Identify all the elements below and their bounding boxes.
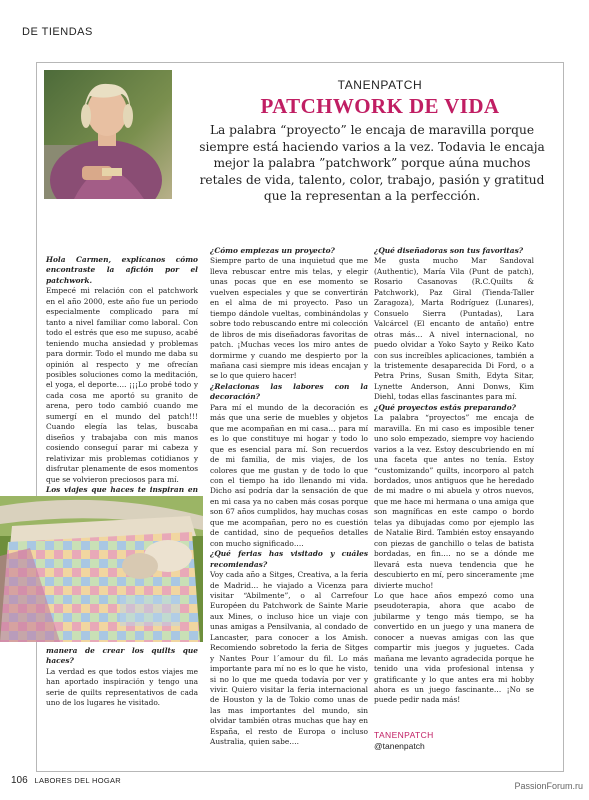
- column-1-continued: [46, 646, 198, 709]
- signature-name: TANENPATCH: [374, 730, 434, 740]
- question: ¿Qué proyectos estás preparando?: [374, 402, 516, 412]
- answer: Voy cada año a Sitges, Creativa, a la feria de Madrid… he viajado a Vicenza para visitar “Abilmente”, o al Carrefour Européen du Patchwork de Sainte Marie aux Mines, o incluso hice un viaje con unas amigas a Pensilvania, al condado de Lancaster, para conocer a los Amish. Recomiendo sobretodo la feria de Sitges y Nantes Pour l´amour du fil. Lo más importante para mí no es lo que he visto, si no lo que me queda todavía por ver y vivir. Quiero visitar la feria internacional de Houston y la de Tokio como unas de las mas importantes del mundo, sin olvidar también otras muchas que hay en España, el resto de Europa o incluso Australia, quien sabe….: [210, 570, 368, 747]
- quilt-photo: [0, 496, 203, 642]
- column-3: [374, 246, 534, 706]
- question: ¿Qué diseñadoras son tus favoritas?: [374, 246, 524, 255]
- answer: La verdad es que todos estos viajes me han aportado inspiración y tengo una serie de quilts representativos de cada uno de los lugares he visitado.: [46, 666, 198, 708]
- brand-name: TANENPATCH: [337, 78, 423, 92]
- answer: La palabra “proyectos” me encaja de maravilla. En mi caso es imposible tener uno solo empezado, siempre voy haciendo varios a la vez. Estoy descubriendo en mí una faceta que antes no tenía. Estoy “customizando” quilts, incorporo al patch bordados, unos antiguos que he heredado de mi madre o mi abuela y otros nuevos, que me hace mi hermana o una amiga que son magníficas en este campo o bordo telas ya dibujadas como por ejemplo las de Natalie Bird. También estoy ensayando con piezas de ganchillo o telas de batista bordadas, en fin…. no se a dónde me llevará esta nueva tendencia que he descubierto en mí, pero sinceramente ¡me divierte mucho!: [374, 413, 534, 590]
- question: ¿Qué ferias has visitado y cuáles recomiendas?: [210, 549, 368, 569]
- article-headline: PATCHWORK DE VIDA: [260, 94, 500, 118]
- answer: Siempre parto de una inquietud que me lleva rebuscar entre mis telas, y elegir unas pocas que en ese momento se vuelven especiales y que se convertirán en el alma de mi proyecto. Paso un tiempo dándole vueltas, combinándolas y sobre todo rebuscando entre mi colección de libros de mis diseñadoras favoritas de patch. ¡Muchas veces los miro antes de dormirme y cuando me despierto por la mañana casi siempre mis ideas encajan y se lo que quiero hacer!: [210, 256, 368, 381]
- question: ¿Relacionas las labores con la decoración?: [210, 381, 368, 402]
- answer: Lo que hace años empezó como una pseudoterapia, ahora que acabo de jubilarme y tengo más tiempo, se ha convertido en un juego y una manera de conocer a nuevas amigas con las que compartir mis juegos y juguetes. Cada mañana me levanto agradecida porque he tenido una vida profesional intensa y gratificante y lo que antes era mi hobby ahora es un juego fascinante… ¡No se puede pedir nada más!: [374, 590, 534, 705]
- answer: Para mí el mundo de la decoración es más que una serie de muebles y objetos que me acompañan en mi casa… para mí es lo que constituye mi hogar y todo lo que es esencial para mí. Son recuerdos de mi familia, de mis viajes, de los colores que me gustan y de todo lo que con el tiempo ha ido llenando mi vida. Dicho así podría dar la sensación de que en mi casa ya no caben más cosas porque son 67 años cumplidos, hay muchas cosas que me acompañan, pero no es cuestión de cantidad, sino de pequeños detalles con mucho significado….: [210, 402, 368, 548]
- answer: Empecé mi relación con el patchwork en el año 2000, este año fue un periodo especialmente complicado para mí tanto a nivel familiar como laboral. Con todo el estrés que eso me supuso, acabé teniendo mucha ansiedad y problemas para dormir. Todo el mundo me daba su opinión al respecto y me ofrecían posibles soluciones como la meditación, el yoga, el deporte…. ¡¡¡Lo probé todo y cada cosa me aportó su granito de arena, pero todo cambió cuando me sumergí en el mundo del patch!!! Cuando elegía las telas, buscaba diseños y trabajaba con mis manos cosiendo conseguí parar mi cabeza y relativizar mis problemas cotidianos y disfrutar plenamente de esos momentos que se volvieron preciosos para mí.: [46, 286, 198, 484]
- question: Los viajes que haces te inspiran en: [46, 484, 198, 494]
- signature-handle: @tanenpatch: [374, 741, 425, 751]
- answer: Me gusta mucho Mar Sandoval (Authentic), María Vila (Punt de patch), Rosario Casanovas (R.C.Quilts & Patchwork), Paz Giral (Tienda-Taller Zaragoza), Marta Rodríguez (Lunares), Consuelo Sierra (Puntadas), Lara Valcárcel (El encanto de antaño) entre otras más… A nivel internacional, no puedo olvidar a Yoko Sayto y Reiko Kato con sus increíbles aplicaciones, también a la tristemente desaparecida Di Ford, o a Petra Prins, Susan Smith, Edyta Sitar, Lynette Anderson, Anni Donws, Kim Diehl, todas ellas fascinantes para mí.: [374, 256, 534, 402]
- question: Hola Carmen, explícanos cómo encontraste la afición por el patchwork.: [46, 255, 198, 285]
- magazine-name: LABORES DEL HOGAR: [34, 776, 121, 785]
- column-2: [210, 246, 368, 748]
- section-label: DE TIENDAS: [22, 26, 93, 38]
- page-footer: [11, 775, 121, 786]
- signature-block: [374, 730, 434, 752]
- question: ¿Cómo empiezas un proyecto?: [210, 246, 335, 255]
- question: manera de crear los quilts que haces?: [46, 646, 198, 666]
- column-1: [46, 255, 198, 506]
- page-number: 106: [11, 775, 28, 786]
- lead-paragraph: La palabra “proyecto” le encaja de maravilla porque siempre está haciendo varios a la vez. Todavia le encaja mejor la palabra ”patchwork” porque aúna muchos retales de vida, talento, color, trabajo, pasión y gratitud que la representan a la perfección.: [199, 123, 545, 203]
- portrait-photo: [44, 70, 172, 199]
- watermark: PassionForum.ru: [514, 781, 583, 791]
